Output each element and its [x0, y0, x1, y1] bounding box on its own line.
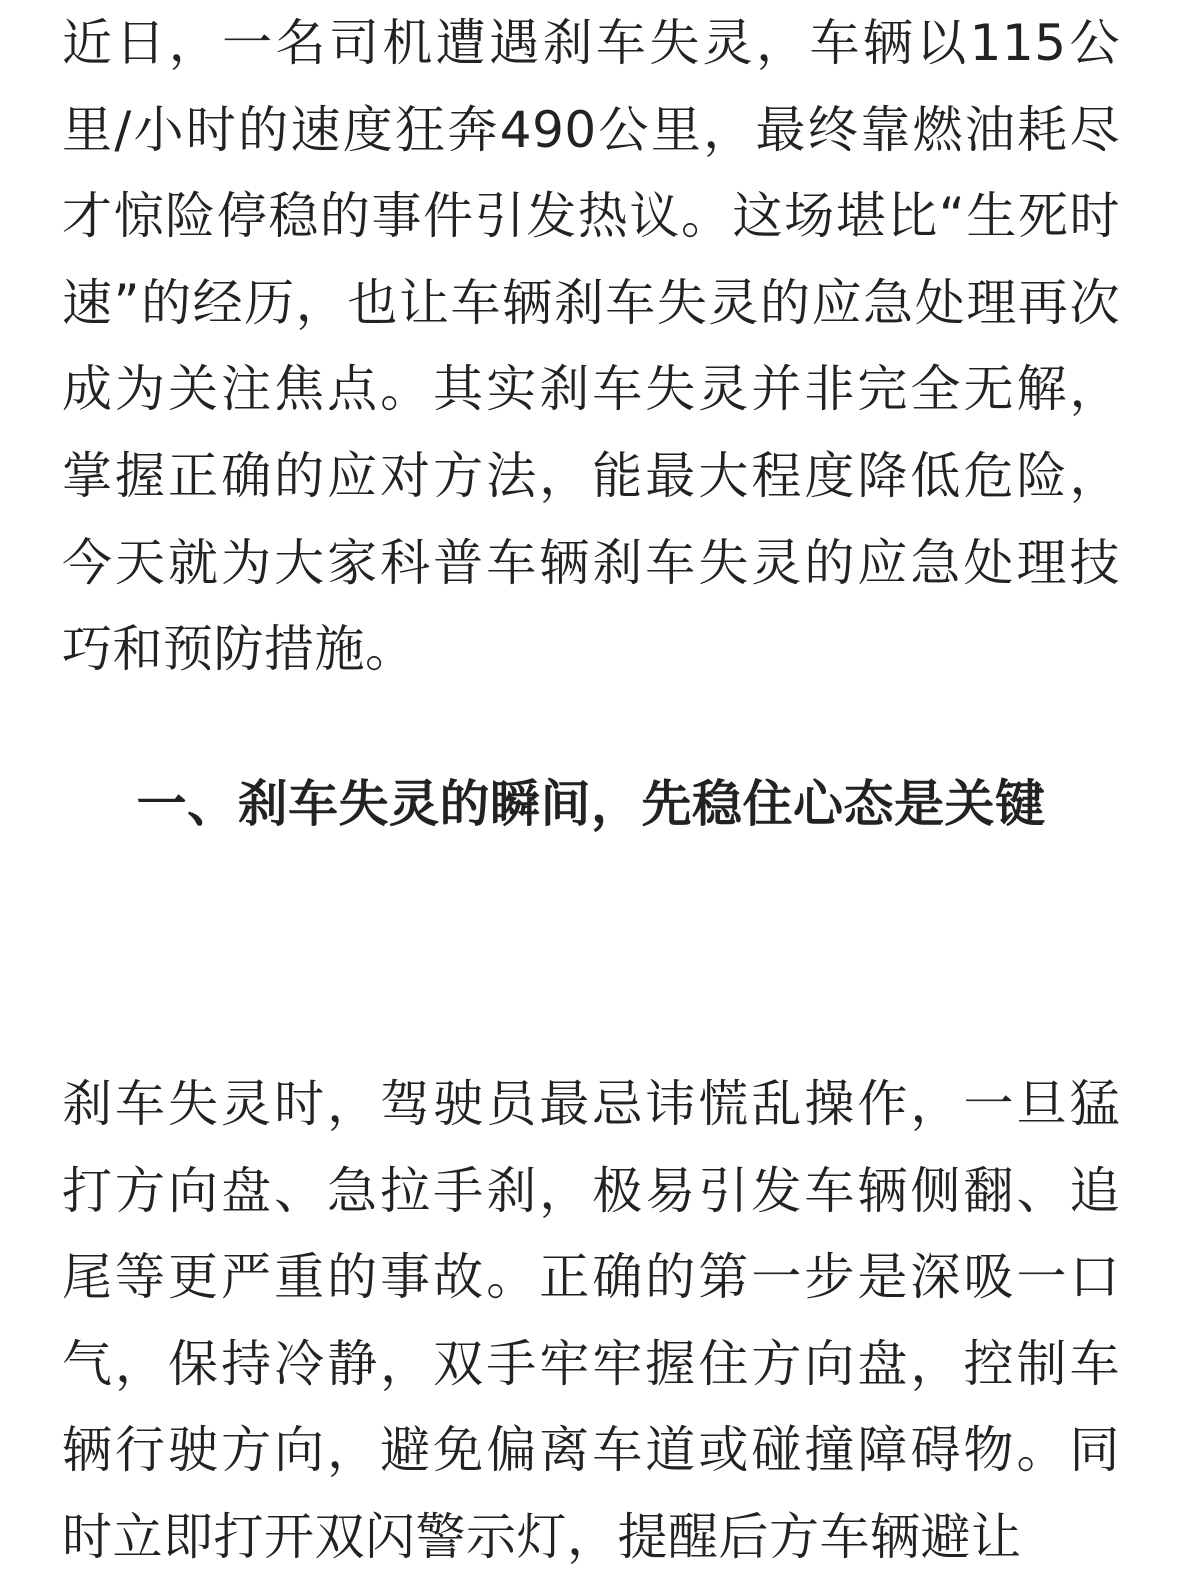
section-heading: 一、刹车失灵的瞬间，先稳住心态是关键	[136, 775, 1046, 833]
intro-paragraph: 近日，一名司机遭遇刹车失灵，车辆以115公里/小时的速度狂奔490公里，最终靠燃油耗尽才惊险停稳的事件引发热议。这场堪比“生死时速”的经历，也让车辆刹车失灵的应急处理再次成为关注焦点。其实刹车失灵并非完全无解，掌握正确的应对方法，能最大程度降低危险，今天就为大家科普车辆刹车失灵的应急处理技巧和预防措施。	[62, 14, 1120, 679]
section-paragraph: 刹车失灵时，驾驶员最忌讳慌乱操作，一旦猛打方向盘、急拉手刹，极易引发车辆侧翻、追尾等更严重的事故。正确的第一步是深吸一口气，保持冷静，双手牢牢握住方向盘，控制车辆行驶方向，避免偏离车道或碰撞障碍物。同时立即打开双闪警示灯，提醒后方车辆避让	[62, 1075, 1120, 1566]
